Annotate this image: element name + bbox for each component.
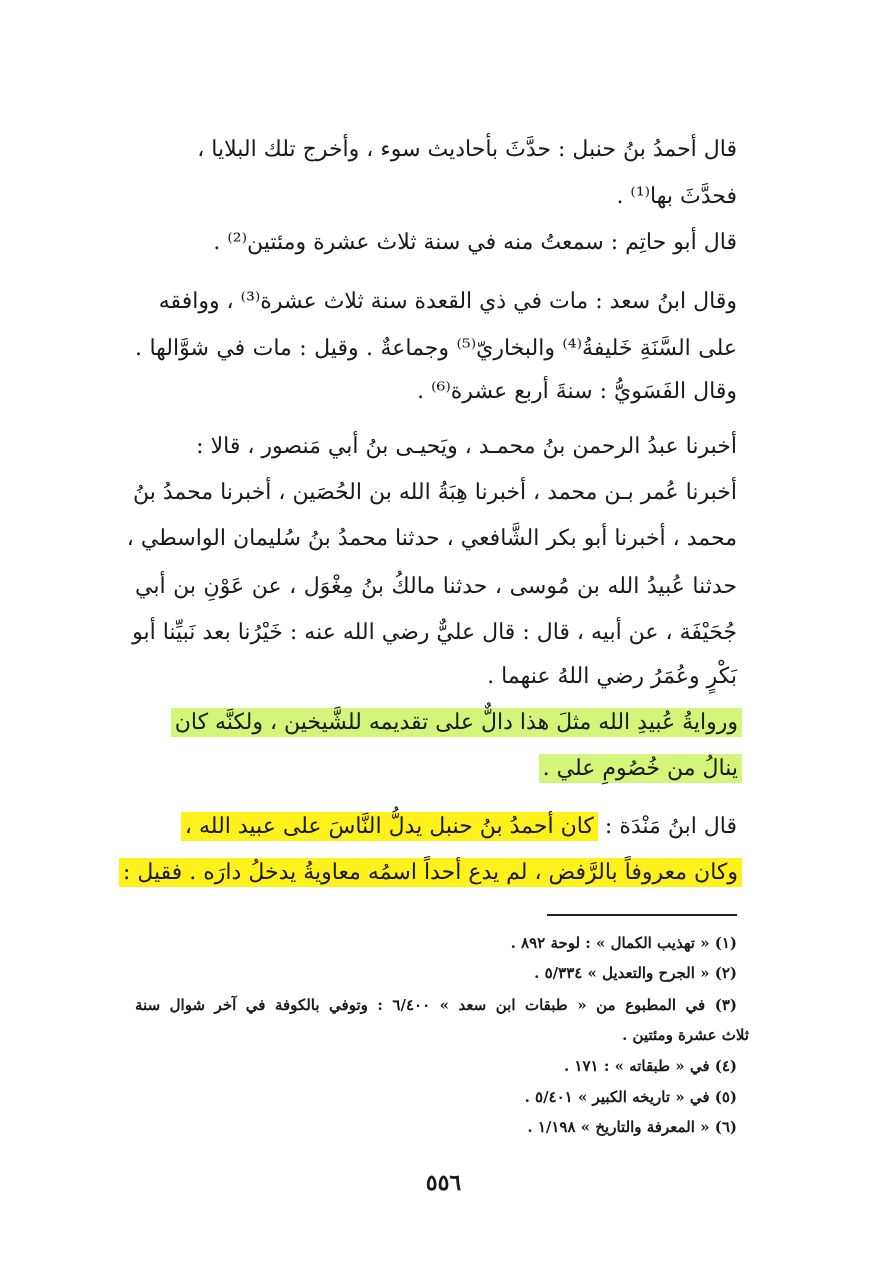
footnote: (٣) في المطبوع من « طبقات ابن سعد » ٦/٤٠٠ : وتوفي بالكوفة في آخر شوال سنة bbox=[135, 996, 737, 1014]
paragraph-line: وقال الفَسَويُّ : سنةَ أربع عشرة⁽⁶⁾ . bbox=[417, 379, 737, 404]
paragraph-line: جُحَيْفَة ، عن أبيه ، قال : قال عليٌّ رضي الله عنه : خَيْرُنا بعد نَبيِّنا أبو bbox=[132, 620, 737, 645]
page-number: ٥٥٦ bbox=[425, 1170, 462, 1196]
paragraph-line: حدثنا عُبيدُ الله بن مُوسى ، حدثنا مالكُ بنُ مِغْوَل ، عن عَوْنِ بن أبي bbox=[135, 574, 737, 599]
footnote: (٢) « الجرح والتعديل » ٥/٣٣٤ . bbox=[534, 964, 737, 982]
paragraph-line: قال أبو حاتِم : سمعتُ منه في سنة ثلاث عشرة ومئتين⁽²⁾ . bbox=[213, 230, 737, 255]
paragraph-line: محمد ، أخبرنا أبو بكر الشَّافعي ، حدثنا محمدُ بنُ سُليمان الواسطي ، bbox=[126, 526, 737, 551]
paragraph-line: بَكْرٍ وعُمَرُ رضي اللهُ عنهما . bbox=[487, 664, 737, 689]
footnote: ثلاث عشرة ومئتين . bbox=[622, 1026, 749, 1044]
footnote: (٤) في « طبقاته » : ١٧١ . bbox=[563, 1057, 737, 1075]
footnote: (٦) « المعرفة والتاريخ » ١/١٩٨ . bbox=[527, 1118, 737, 1136]
footnote-divider bbox=[547, 914, 737, 916]
highlighted-line bbox=[539, 752, 742, 786]
paragraph-line: وقال ابنُ سعد : مات في ذي القعدة سنة ثلاث عشرة⁽³⁾ ، ووافقه bbox=[158, 289, 737, 314]
footnote: (١) « تهذيب الكمال » : لوحة ٨٩٢ . bbox=[510, 934, 737, 952]
paragraph-line: قال أحمدُ بنُ حنبل : حدَّثَ بأحاديث سوء ، وأخرج تلك البلايا ، bbox=[197, 137, 737, 162]
yellow-highlight: وكان معروفاً بالرَّفض ، لم يدع أحداً اسمُه معاويةُ يدخلُ دارَه . فقيل : bbox=[119, 858, 742, 887]
green-highlight: وروايةُ عُبيدِ الله مثلَ هذا دالٌّ على تقديمه للشَّيخين ، ولكنَّه كان bbox=[171, 708, 742, 737]
paragraph-line: فحدَّثَ بها⁽¹⁾ . bbox=[616, 184, 737, 209]
yellow-highlight: كان أحمدُ بنُ حنبل يدلُّ النَّاسَ على عبيد الله ، bbox=[181, 812, 598, 841]
green-highlight: ينالُ من خُصُومِ علي . bbox=[539, 754, 742, 783]
paragraph-line: أخبرنا عُمر بـن محمد ، أخبرنا هِبَةُ الله بن الحُصَين ، أخبرنا محمدُ بنُ bbox=[132, 480, 737, 505]
highlighted-line bbox=[119, 856, 742, 890]
paragraph-line: على السَّنَةِ خَليفةُ⁽⁴⁾ والبخاريّ⁽⁵⁾ وجماعةٌ . وقيل : مات في شوَّالها . bbox=[135, 336, 737, 361]
paragraph-line: أخبرنا عبدُ الرحمن بنُ محمـد ، ويَحيـى بنُ أبي مَنصور ، قالا : bbox=[196, 434, 737, 459]
footnote: (٥) في « تاريخه الكبير » ٥/٤٠١ . bbox=[524, 1088, 737, 1106]
plain-text: قال ابنُ مَنْدَة : bbox=[604, 814, 737, 839]
highlighted-line bbox=[171, 706, 742, 740]
paragraph-line bbox=[181, 810, 737, 844]
